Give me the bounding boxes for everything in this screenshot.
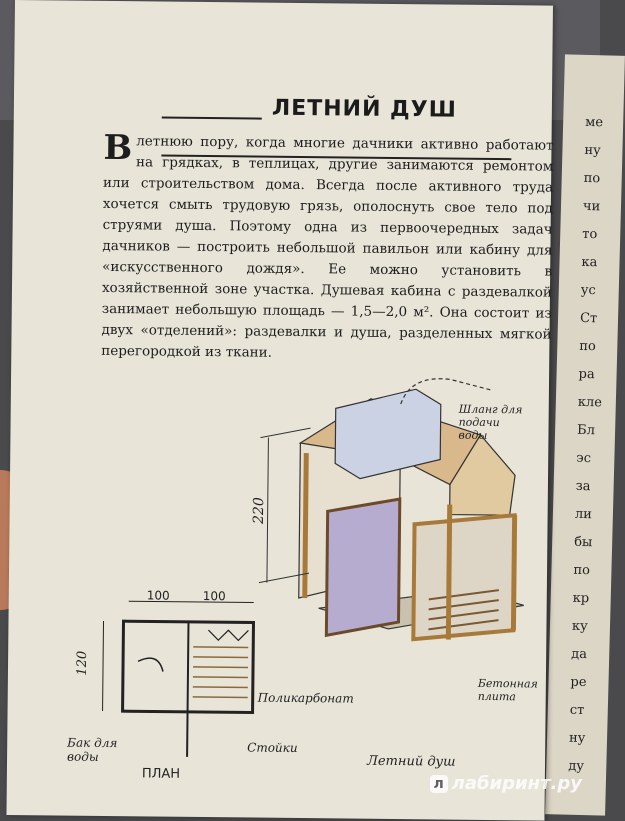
floor-plan bbox=[102, 601, 254, 758]
right-page-fragment: ус bbox=[581, 283, 596, 298]
figure-caption: Летний душ bbox=[367, 754, 456, 770]
right-page-fragment: ду bbox=[568, 759, 584, 774]
plan-dim-right: 100 bbox=[203, 589, 226, 603]
door bbox=[326, 498, 399, 636]
plan-side-dimension bbox=[103, 621, 104, 711]
plan-dim-side: 120 bbox=[75, 651, 90, 676]
plan-caption: ПЛАН bbox=[142, 766, 180, 781]
right-page-fragment: Бл bbox=[577, 423, 595, 438]
plan-dim-left: 100 bbox=[147, 588, 170, 602]
right-page-fragment: по bbox=[573, 563, 590, 578]
right-page-fragment: бы bbox=[574, 535, 593, 550]
hose-label: Шланг для подачи воды bbox=[458, 403, 528, 443]
watermark-text: лабиринт.ру bbox=[452, 773, 582, 794]
right-page-fragment: за bbox=[575, 479, 590, 494]
right-page-fragment: кр bbox=[573, 591, 590, 606]
polycarbonate-label: Поликарбонат bbox=[258, 691, 354, 706]
plan-curtain bbox=[208, 630, 248, 640]
right-page-fragment: ку bbox=[572, 619, 588, 634]
right-page-fragment: ре bbox=[570, 675, 586, 690]
right-page-fragment: эс bbox=[576, 451, 591, 466]
right-page-fragment: ну bbox=[569, 731, 586, 746]
book-page bbox=[6, 0, 553, 821]
posts-label: Стойки bbox=[247, 740, 298, 755]
height-220-label: 220 bbox=[251, 497, 267, 524]
plan-slats bbox=[193, 647, 249, 698]
right-page-fragment: Ст bbox=[580, 311, 598, 326]
right-page-fragment: кле bbox=[578, 395, 602, 411]
watermark bbox=[430, 773, 582, 794]
right-page-fragment: ну bbox=[584, 143, 601, 158]
right-page bbox=[545, 54, 625, 815]
right-page-fragment: ли bbox=[575, 507, 592, 522]
concrete-slab-label: Бетонная плита bbox=[478, 677, 538, 704]
right-page-fragment: ра bbox=[578, 367, 594, 382]
right-page-fragment: чи bbox=[583, 199, 601, 214]
tank-label: Бак для воды bbox=[67, 736, 127, 765]
title-rule-top bbox=[162, 117, 262, 120]
right-page-fragment: по bbox=[579, 339, 596, 354]
page-title: ЛЕТНИЙ ДУШ bbox=[272, 96, 457, 123]
front-frame bbox=[413, 514, 514, 640]
right-page-fragment: ка bbox=[581, 255, 597, 270]
right-page-fragment: ст bbox=[570, 703, 585, 718]
plan-partition bbox=[188, 622, 189, 712]
paragraph-text: летнюю пору, когда многие дачники активно работают на грядках, в теплицах, другие занимаются ремонтом или строительством дома. Всегда после активного труда хочется смыть трудовую грязь, ополоснуть свое тело под струями душа. Поэтому одна из первоочередных задач дачников — построить небольшой павильон или кабину для «искусственного дождя». Ее можно установить в хозяйственной зоне участка. Душевая кабина с раздевалкой занимает небольшую площадь — 1,5—2,0 м². Она состоит из двух «отделений»: раздевалки и душа, разделенных мягкой перегородкой из ткани. bbox=[101, 133, 553, 360]
drop-cap: В bbox=[103, 131, 132, 165]
labirint-logo-icon: л bbox=[430, 775, 448, 793]
right-page-fragment: ме bbox=[585, 115, 603, 130]
right-page-fragment: то bbox=[582, 227, 597, 242]
body-paragraph bbox=[101, 131, 553, 367]
right-page-fragment: да bbox=[571, 647, 587, 662]
plan-door-swing bbox=[138, 658, 163, 672]
right-page-fragment: по bbox=[584, 171, 601, 186]
